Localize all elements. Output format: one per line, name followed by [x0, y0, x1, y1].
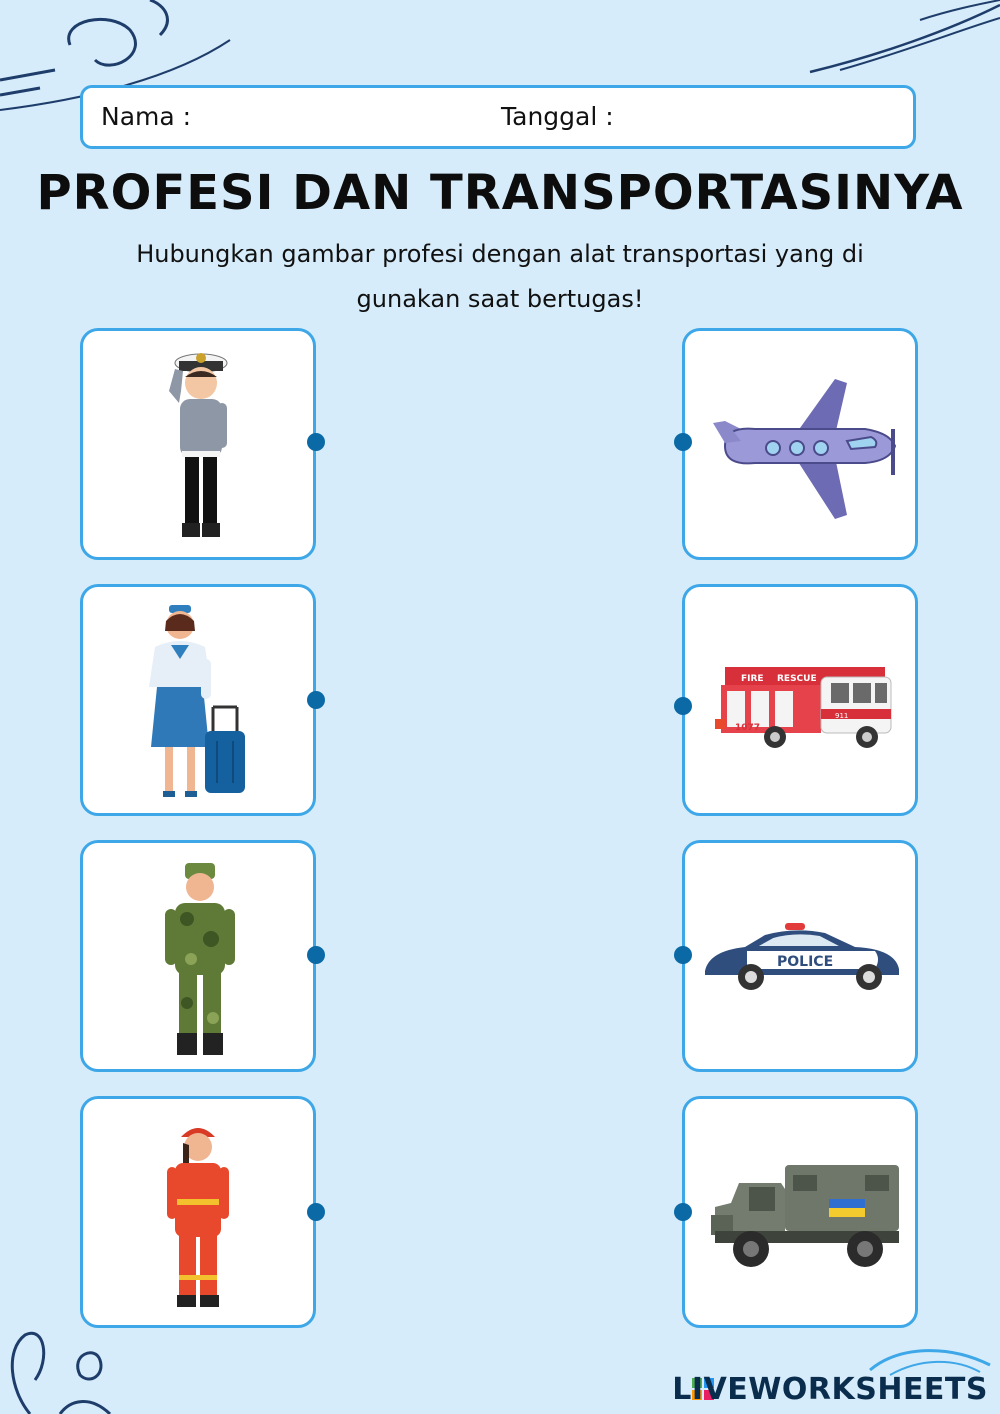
vehicle-card-airplane[interactable]: [682, 328, 918, 560]
date-label: Tanggal :: [501, 102, 614, 131]
profession-card-police-officer[interactable]: [80, 328, 316, 560]
firefighter-icon: [83, 1099, 319, 1331]
vehicle-card-police-car[interactable]: [682, 840, 918, 1072]
fire-truck-label-rescue: RESCUE: [777, 674, 817, 684]
decorative-swirl-top-right: [800, 0, 1000, 80]
connector-dot-vehicle-1[interactable]: [674, 433, 692, 451]
decorative-swirl-bottom-left: [0, 1320, 140, 1414]
vehicle-card-fire-truck[interactable]: [682, 584, 918, 816]
connector-dot-profession-1[interactable]: [307, 433, 325, 451]
connector-dot-profession-3[interactable]: [307, 946, 325, 964]
fire-truck-label-fire: FIRE: [741, 674, 764, 684]
page-title: PROFESI DAN TRANSPORTASINYA: [36, 165, 964, 221]
profession-card-firefighter[interactable]: [80, 1096, 316, 1328]
profession-card-flight-attendant[interactable]: [80, 584, 316, 816]
police-car-label: POLICE: [777, 954, 834, 970]
traffic-police-officer-icon: [83, 331, 319, 563]
vehicle-card-military-truck[interactable]: [682, 1096, 918, 1328]
connector-dot-profession-4[interactable]: [307, 1203, 325, 1221]
soldier-icon: [83, 843, 319, 1075]
fire-truck-number: 1077: [735, 723, 761, 733]
liveworksheets-brand: LIVEWORKSHEETS: [672, 1372, 988, 1407]
student-info-box: [80, 85, 916, 149]
police-car-icon: [685, 843, 921, 1075]
connector-dot-vehicle-2[interactable]: [674, 697, 692, 715]
name-label: Nama :: [101, 102, 192, 131]
connector-dot-vehicle-3[interactable]: [674, 946, 692, 964]
connector-dot-vehicle-4[interactable]: [674, 1203, 692, 1221]
fire-truck-icon: [685, 587, 921, 819]
connector-dot-profession-2[interactable]: [307, 691, 325, 709]
instructions: Hubungkan gambar profesi dengan alat transportasi yang di gunakan saat bertugas!: [136, 240, 864, 313]
fire-truck-unit-number: 911: [835, 712, 849, 720]
profession-card-soldier[interactable]: [80, 840, 316, 1072]
military-truck-icon: [685, 1099, 921, 1331]
flight-attendant-icon: [83, 587, 319, 819]
airplane-icon: [685, 331, 921, 563]
